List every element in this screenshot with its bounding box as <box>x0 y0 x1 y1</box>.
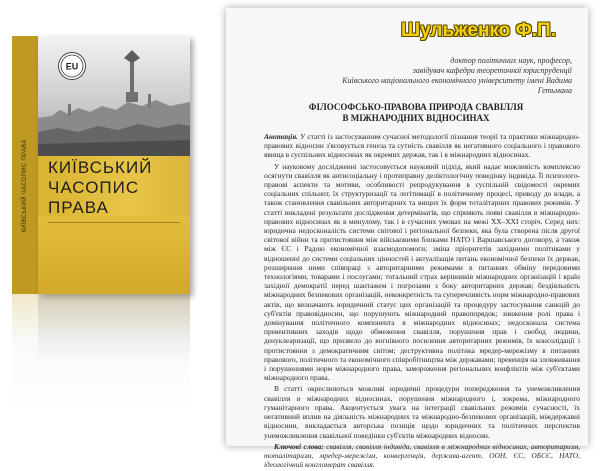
spine-title: КИЇВСЬКИЙ ЧАСОПИС ПРАВА <box>22 139 28 233</box>
article-title-line2: В МІЖНАРОДНИХ ВІДНОСИНАХ <box>342 113 490 123</box>
keywords-text: свавілля, свавілля індивіда, свавілля в міжнародних відносинах, авторитаризм, тоталітаризм, мредер-мережізм, конвергенція, держава-агент, ООН, ЄС, ОБСЄ, НАТО, ідеологічний конгломерат свавілля. <box>264 441 580 470</box>
author-name: Шульженко Ф.П. <box>401 20 556 41</box>
affiliation-line: доктор політичних наук, професор, <box>450 56 572 65</box>
book-spine <box>12 36 39 294</box>
cover-front <box>38 36 190 294</box>
cover-title-line2: ЧАСОПИС ПРАВА <box>48 178 140 217</box>
keywords-label: Ключові слова: <box>274 441 324 451</box>
keywords-paragraph <box>264 442 580 470</box>
body-paragraph: У науковому дослідженні застосовується науковий підхід, який надає можливість комплексно осягнути свавілля як антисоціальну і протиправну деліктологічну поведінку індивіда. Її психолого-правові аспекти та мотиви, особливості репродукування в суспільній свідомості окремих соціальних спільнот, їх структуризації та легітимації в політичному процесі, приводу до влади, а також становлення свавільних авторитарних та вищих їх форм тоталітарних правових режимів. У статті викладені результати дослідження детермінатів, що сприяють появі свавілля в міжнародно-правових відносинах як в минулому, так і в сучасних умовах на межі XX–XXI сторіч. Серед них: юридична недосконалість системи світової і регіональної безпеки, яка була створена після другої світової війни та протистояння між військовими блоками НАТО і Варшавського договору, а також між ЄС і Радою економічної взаємодопомоги; зміна пріоритетів західними політиками у відношенні до системи соціальних цінностей і актуалізація питань економічної безпеки їх держав, розширення ними співпраці з авторитарними режимами в питаннях обміну передовими технологіями, товарами і послугами; тотальний страх керівників міжнародних організацій і країн західної демократії перед шантажем і погрозами з боку авторитарних держав; бездіяльність міжнародних безпекових організацій, неконкретність та суперечливість норм міжнародно-правових актів, що визначають юридичний статус цих організацій та процедуру застосування санкцій до суб'єктів правовідносин, що порушують міжнародний правопорядок; зниження ролі права і домінування політичного компонента в міжнародних відносинах; недосконала система превентивних заходів щодо обмеження свавілля, порушення прав і свобод людини, денуклеаризації, що призвело до вогнівного посилення авторитарних режимів, їх консолідації і протистояння з демократичним світом; деструктивна політика мредер-мережізму в питаннях правового, політичного та економічного співробітництва між державами; превенція на зловживання і порушеннями норм міжнародного права, замороження регіональних конфліктів між суб'єктами міжнародного права. <box>264 161 580 383</box>
journal-cover <box>12 36 190 294</box>
affiliation-line: Київського національного економічного університету імені Вадима Гетьмана <box>342 76 572 95</box>
article-title <box>256 102 576 124</box>
article-page <box>226 8 588 470</box>
abstract-label: Анотація. <box>264 132 298 141</box>
eu-logo-icon <box>59 53 85 79</box>
cover-title-line1: КИЇВСЬКИЙ <box>48 158 153 177</box>
affiliation-line: завідувач кафедри теоретичної юриспруденції <box>412 66 572 75</box>
article-body <box>264 132 580 471</box>
journal-logo <box>58 52 86 80</box>
cover-band <box>38 216 190 294</box>
cover-divider <box>48 222 180 223</box>
author-affiliation <box>312 56 572 96</box>
cover-photo <box>38 36 190 156</box>
reflection-shade <box>38 294 190 364</box>
cover-reflection <box>12 294 190 414</box>
body-paragraph: В статті окреслюються можливі юридичні процедури попередження та унеможливлення свавілля в міжнародних відносинах, порушення міжнародного і, зокрема, міжнародного гуманітарного права. Акцентується увага на інтеграції свавільних режимів сучасності, їх негативний вплив на діяльність міжнародних та міжнародно-безпекових організацій, міждержавні відносини, викладається авторська позиція щодо юридичних та політичних перспектив унеможливлення свавільної поведінки суб'єктів міжнародних відносин. <box>264 384 580 440</box>
abstract-text: У статті із застосуванням сучасної методології пізнання теорії та практики міжнародно-правових відносин з'ясовується генеза та сутність свавілля як негативного соціального і правового явища в суспільних відносинах як окремих держав, так і в міжнародних відносинах. <box>264 132 580 160</box>
cover-title <box>48 158 188 218</box>
logo-text: EU <box>65 61 79 72</box>
abstract-paragraph <box>264 132 580 160</box>
article-title-line1: ФІЛОСОФСЬКО-ПРАВОВА ПРИРОДА СВАВІЛЛЯ <box>308 102 524 112</box>
